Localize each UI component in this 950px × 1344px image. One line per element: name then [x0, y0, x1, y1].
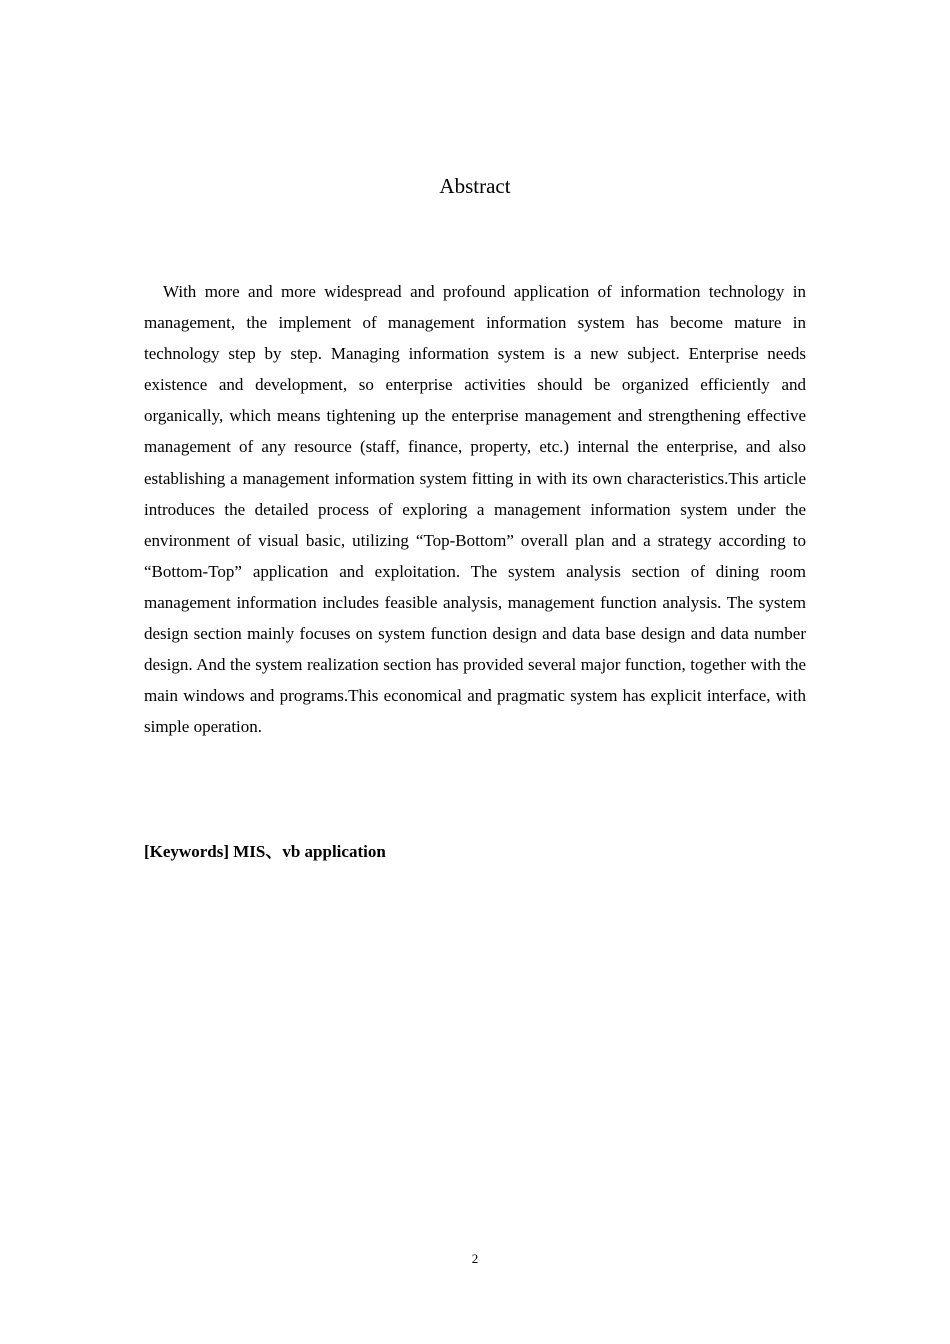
abstract-body: With more and more widespread and profound application of information technology in management, the implement of management information system has become mature in technology step by step. Managing information system is a new subject. Enterprise needs existence and development, so enterprise activities should be organized efficiently and organically, which means tightening up the enterprise management and strengthening effective management of any resource (staff, finance, property, etc.) internal the enterprise, and also establishing a management information system fitting in with its own characteristics.This article introduces the detailed process of exploring a management information system under the environment of visual basic, utilizing “Top-Bottom” overall plan and a strategy according to “Bottom-Top” application and exploitation. The system analysis section of dining room management information includes feasible analysis, management function analysis. The system design section mainly focuses on system function design and data base design and data number design. And the system realization section has provided several major function, together with the main windows and programs.This economical and pragmatic system has explicit interface, with simple operation. [144, 282, 806, 737]
abstract-title: Abstract [439, 174, 511, 198]
keywords-line: [Keywords] MIS、vb application [144, 842, 386, 861]
page-number: 2 [471, 1251, 479, 1266]
